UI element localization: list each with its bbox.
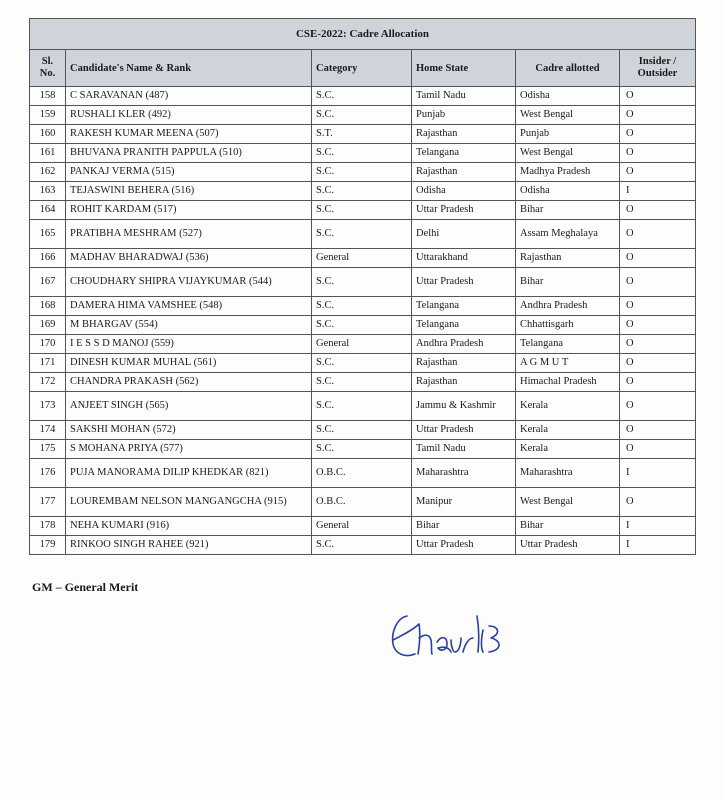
table-row	[30, 163, 696, 182]
cell-category: S.C.	[312, 536, 412, 555]
table-row	[30, 201, 696, 220]
cell-sl-no: 173	[30, 392, 66, 421]
cell-category: O.B.C.	[312, 488, 412, 517]
cell-insider-outsider: O	[620, 488, 696, 517]
cell-home-state: Tamil Nadu	[412, 440, 516, 459]
table-body	[30, 87, 696, 555]
cell-home-state: Odisha	[412, 182, 516, 201]
cell-cadre-allotted: A G M U T	[516, 354, 620, 373]
cell-home-state: Uttarakhand	[412, 249, 516, 268]
cell-home-state: Maharashtra	[412, 459, 516, 488]
cell-cadre-allotted: Bihar	[516, 268, 620, 297]
cell-home-state: Rajasthan	[412, 354, 516, 373]
cell-home-state: Telangana	[412, 297, 516, 316]
cell-home-state: Delhi	[412, 220, 516, 249]
cell-home-state: Uttar Pradesh	[412, 201, 516, 220]
cell-sl-no: 179	[30, 536, 66, 555]
table-row	[30, 392, 696, 421]
cell-insider-outsider: O	[620, 392, 696, 421]
cell-sl-no: 175	[30, 440, 66, 459]
cell-home-state: Jammu & Kashmir	[412, 392, 516, 421]
cell-cadre-allotted: Odisha	[516, 87, 620, 106]
cell-insider-outsider: O	[620, 421, 696, 440]
cell-candidate-name: MADHAV BHARADWAJ (536)	[66, 249, 312, 268]
cell-sl-no: 160	[30, 125, 66, 144]
table-row	[30, 440, 696, 459]
cell-insider-outsider: O	[620, 440, 696, 459]
cell-candidate-name: PUJA MANORAMA DILIP KHEDKAR (821)	[66, 459, 312, 488]
table-row	[30, 106, 696, 125]
table-title-row	[30, 19, 696, 50]
cadre-allocation-table-wrap	[29, 18, 695, 555]
cell-category: S.C.	[312, 373, 412, 392]
cell-candidate-name: ROHIT KARDAM (517)	[66, 201, 312, 220]
cell-category: S.C.	[312, 392, 412, 421]
cell-candidate-name: CHANDRA PRAKASH (562)	[66, 373, 312, 392]
cell-sl-no: 158	[30, 87, 66, 106]
cell-insider-outsider: I	[620, 517, 696, 536]
cell-insider-outsider: O	[620, 144, 696, 163]
table-row	[30, 220, 696, 249]
cell-sl-no: 161	[30, 144, 66, 163]
cell-category: General	[312, 249, 412, 268]
cell-category: S.C.	[312, 440, 412, 459]
cell-cadre-allotted: Himachal Pradesh	[516, 373, 620, 392]
cell-sl-no: 168	[30, 297, 66, 316]
cell-category: S.C.	[312, 87, 412, 106]
cell-candidate-name: RUSHALI KLER (492)	[66, 106, 312, 125]
table-title: CSE-2022: Cadre Allocation	[30, 19, 696, 50]
cell-candidate-name: PRATIBHA MESHRAM (527)	[66, 220, 312, 249]
cell-candidate-name: ANJEET SINGH (565)	[66, 392, 312, 421]
cell-category: General	[312, 517, 412, 536]
cell-cadre-allotted: Andhra Pradesh	[516, 297, 620, 316]
cell-home-state: Telangana	[412, 144, 516, 163]
cell-candidate-name: RINKOO SINGH RAHEE (921)	[66, 536, 312, 555]
cell-sl-no: 178	[30, 517, 66, 536]
header-home-state: Home State	[412, 50, 516, 87]
cell-sl-no: 159	[30, 106, 66, 125]
cell-insider-outsider: I	[620, 182, 696, 201]
cell-sl-no: 165	[30, 220, 66, 249]
cell-sl-no: 172	[30, 373, 66, 392]
header-cadre-allotted: Cadre allotted	[516, 50, 620, 87]
cell-cadre-allotted: Kerala	[516, 440, 620, 459]
cell-category: S.T.	[312, 125, 412, 144]
column-header-row	[30, 50, 696, 87]
cell-insider-outsider: O	[620, 354, 696, 373]
cell-cadre-allotted: Kerala	[516, 421, 620, 440]
cell-insider-outsider: O	[620, 268, 696, 297]
cell-candidate-name: CHOUDHARY SHIPRA VIJAYKUMAR (544)	[66, 268, 312, 297]
cell-sl-no: 177	[30, 488, 66, 517]
cell-home-state: Rajasthan	[412, 163, 516, 182]
table-row	[30, 268, 696, 297]
cell-home-state: Uttar Pradesh	[412, 421, 516, 440]
cell-insider-outsider: I	[620, 536, 696, 555]
cell-category: S.C.	[312, 316, 412, 335]
cell-sl-no: 169	[30, 316, 66, 335]
cell-sl-no: 162	[30, 163, 66, 182]
cell-cadre-allotted: Bihar	[516, 201, 620, 220]
cell-category: S.C.	[312, 220, 412, 249]
cell-category: S.C.	[312, 201, 412, 220]
table-row	[30, 297, 696, 316]
footnote-general-merit: GM – General Merit	[32, 580, 139, 594]
cell-home-state: Uttar Pradesh	[412, 536, 516, 555]
cell-sl-no: 174	[30, 421, 66, 440]
cell-candidate-name: M BHARGAV (554)	[66, 316, 312, 335]
cell-category: O.B.C.	[312, 459, 412, 488]
cell-cadre-allotted: Bihar	[516, 517, 620, 536]
table-row	[30, 354, 696, 373]
table-row	[30, 373, 696, 392]
cell-sl-no: 167	[30, 268, 66, 297]
cell-candidate-name: DINESH KUMAR MUHAL (561)	[66, 354, 312, 373]
cell-category: S.C.	[312, 421, 412, 440]
cell-sl-no: 164	[30, 201, 66, 220]
cell-home-state: Uttar Pradesh	[412, 268, 516, 297]
cell-category: S.C.	[312, 297, 412, 316]
header-category: Category	[312, 50, 412, 87]
cell-sl-no: 166	[30, 249, 66, 268]
cell-cadre-allotted: Odisha	[516, 182, 620, 201]
signature	[385, 604, 510, 664]
table-row	[30, 249, 696, 268]
cell-cadre-allotted: Telangana	[516, 335, 620, 354]
cell-sl-no: 176	[30, 459, 66, 488]
cell-candidate-name: LOUREMBAM NELSON MANGANGCHA (915)	[66, 488, 312, 517]
cell-candidate-name: PANKAJ VERMA (515)	[66, 163, 312, 182]
table-row	[30, 459, 696, 488]
header-insider-outsider: Insider / Outsider	[620, 50, 696, 87]
cell-sl-no: 171	[30, 354, 66, 373]
cell-cadre-allotted: Madhya Pradesh	[516, 163, 620, 182]
cell-sl-no: 170	[30, 335, 66, 354]
cell-insider-outsider: O	[620, 106, 696, 125]
cell-insider-outsider: O	[620, 201, 696, 220]
header-sl-no: Sl. No.	[30, 50, 66, 87]
cell-candidate-name: DAMERA HIMA VAMSHEE (548)	[66, 297, 312, 316]
cell-cadre-allotted: Rajasthan	[516, 249, 620, 268]
table-row	[30, 87, 696, 106]
cell-cadre-allotted: West Bengal	[516, 106, 620, 125]
cell-home-state: Andhra Pradesh	[412, 335, 516, 354]
table-row	[30, 517, 696, 536]
cell-insider-outsider: O	[620, 297, 696, 316]
cell-category: S.C.	[312, 106, 412, 125]
table-row	[30, 335, 696, 354]
cell-home-state: Rajasthan	[412, 125, 516, 144]
cell-candidate-name: NEHA KUMARI (916)	[66, 517, 312, 536]
cell-insider-outsider: O	[620, 249, 696, 268]
cell-category: S.C.	[312, 163, 412, 182]
cell-insider-outsider: O	[620, 87, 696, 106]
cell-candidate-name: RAKESH KUMAR MEENA (507)	[66, 125, 312, 144]
cell-candidate-name: SAKSHI MOHAN (572)	[66, 421, 312, 440]
cell-insider-outsider: I	[620, 459, 696, 488]
cell-cadre-allotted: Assam Meghalaya	[516, 220, 620, 249]
cell-category: S.C.	[312, 144, 412, 163]
cell-home-state: Bihar	[412, 517, 516, 536]
cell-insider-outsider: O	[620, 163, 696, 182]
table-row	[30, 488, 696, 517]
cell-category: S.C.	[312, 182, 412, 201]
cell-home-state: Rajasthan	[412, 373, 516, 392]
table-row	[30, 421, 696, 440]
cell-home-state: Manipur	[412, 488, 516, 517]
table-row	[30, 182, 696, 201]
cell-category: S.C.	[312, 268, 412, 297]
table-row	[30, 125, 696, 144]
cell-candidate-name: I E S S D MANOJ (559)	[66, 335, 312, 354]
cell-cadre-allotted: Kerala	[516, 392, 620, 421]
cell-cadre-allotted: West Bengal	[516, 144, 620, 163]
cell-cadre-allotted: Chhattisgarh	[516, 316, 620, 335]
cell-home-state: Telangana	[412, 316, 516, 335]
cell-insider-outsider: O	[620, 316, 696, 335]
cell-insider-outsider: O	[620, 335, 696, 354]
cell-cadre-allotted: Maharashtra	[516, 459, 620, 488]
table-row	[30, 144, 696, 163]
cell-candidate-name: TEJASWINI BEHERA (516)	[66, 182, 312, 201]
cell-cadre-allotted: Punjab	[516, 125, 620, 144]
cell-home-state: Punjab	[412, 106, 516, 125]
header-candidate-name: Candidate's Name & Rank	[66, 50, 312, 87]
cell-candidate-name: BHUVANA PRANITH PAPPULA (510)	[66, 144, 312, 163]
cell-candidate-name: S MOHANA PRIYA (577)	[66, 440, 312, 459]
cell-category: General	[312, 335, 412, 354]
table-row	[30, 536, 696, 555]
cadre-allocation-table	[29, 18, 696, 555]
cell-candidate-name: C SARAVANAN (487)	[66, 87, 312, 106]
cell-category: S.C.	[312, 354, 412, 373]
cell-insider-outsider: O	[620, 373, 696, 392]
cell-home-state: Tamil Nadu	[412, 87, 516, 106]
cell-insider-outsider: O	[620, 125, 696, 144]
table-row	[30, 316, 696, 335]
cell-sl-no: 163	[30, 182, 66, 201]
cell-cadre-allotted: Uttar Pradesh	[516, 536, 620, 555]
cell-insider-outsider: O	[620, 220, 696, 249]
cell-cadre-allotted: West Bengal	[516, 488, 620, 517]
